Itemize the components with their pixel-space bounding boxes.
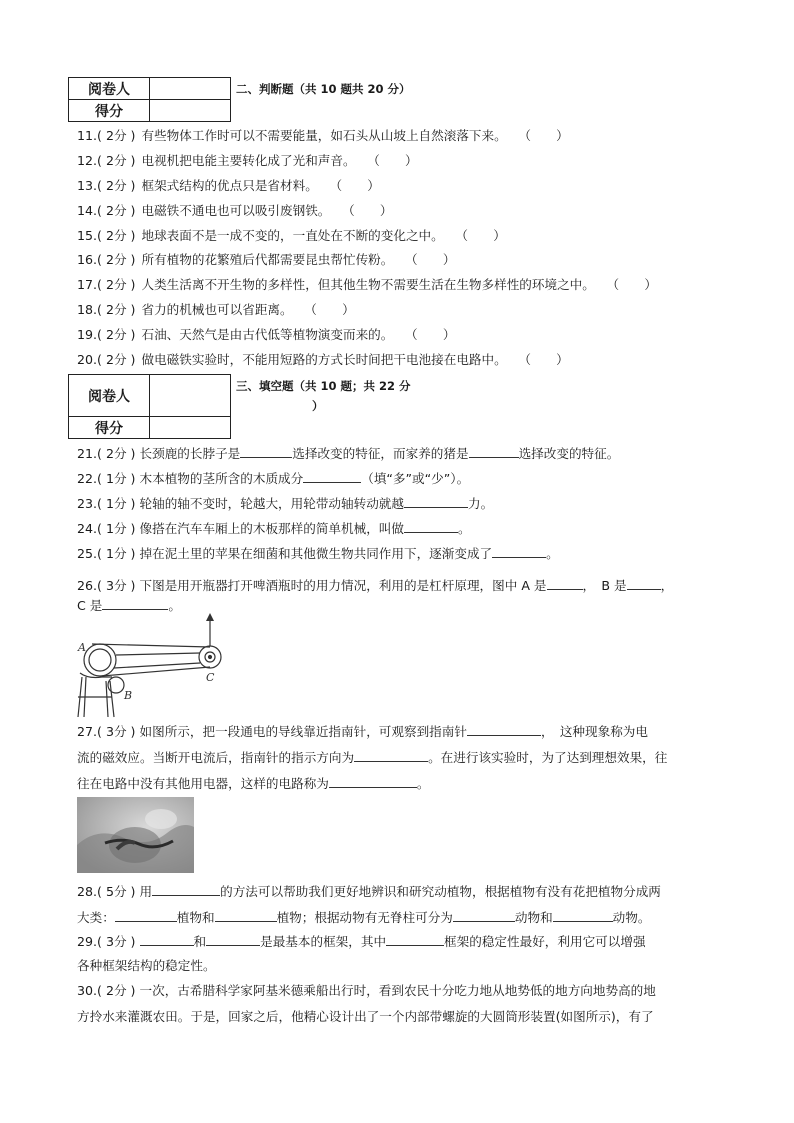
question-13: 13.( 2分 ) 框架式结构的优点只是省材料。 （ ） [77,178,380,193]
answer-blank[interactable] [404,495,468,508]
question-25: 25.( 1分 ) 掉在泥土里的苹果在细菌和其他微生物共同作用下，逐渐变成了 。 [77,546,559,561]
question-29: 29.( 3分 ) 和 是最基本的框架，其中 框架的稳定性最好，利用它可以增强 [77,934,646,949]
answer-bracket[interactable]: （ ） [310,302,355,317]
answer-blank[interactable] [329,775,417,788]
section3-title: 三、填空题（共 10 题；共 22 分 [236,379,411,393]
question-18: 18.( 2分 ) 省力的机械也可以省距离。 （ ） [77,302,355,317]
answer-bracket[interactable]: （ ） [411,327,456,342]
answer-blank[interactable] [206,933,260,946]
question-30: 30.( 2分 ) 一次，古希腊科学家阿基米德乘船出行时，看到农民十分吃力地从地势低的地方向地势高的地 [77,983,656,998]
answer-blank[interactable] [152,883,220,896]
answer-blank[interactable] [102,597,168,610]
question-28: 28.( 5分 ) 用 的方法可以帮助我们更好地辨识和研究动植物，根据植物有没有花把植物分成两 [77,884,661,899]
answer-blank[interactable] [303,470,361,483]
question-12: 12.( 2分 ) 电视机把电能主要转化成了光和声音。 （ ） [77,153,418,168]
bottle-opener-figure [72,613,232,721]
answer-blank[interactable] [469,445,519,458]
label-a: A [78,641,86,654]
answer-blank[interactable] [140,933,194,946]
compass-photo [77,797,194,873]
question-20: 20.( 2分 ) 做电磁铁实验时，不能用短路的方式长时间把干电池接在电路中。 （ ） [77,352,569,367]
question-17: 17.( 2分 ) 人类生活离不开生物的多样性，但其他生物不需要生活在生物多样性的环境之中。 （ ） [77,277,657,292]
grader-cell[interactable] [150,375,231,417]
label-b: B [124,689,133,702]
question-27-line2: 流的磁效应。当断开电流后，指南针的指示方向为 。在进行该实验时，为了达到理想效果，往 [77,750,668,765]
answer-blank[interactable] [492,545,546,558]
question-21: 21.( 2分 ) 长颈鹿的长脖子是 选择改变的特征，而家养的猪是 选择改变的特征。 [77,446,620,461]
answer-bracket[interactable]: （ ） [348,203,393,218]
answer-blank[interactable] [547,577,583,590]
answer-blank[interactable] [115,909,177,922]
question-11: 11.( 2分 ) 有些物体工作时可以不需要能量，如石头从山坡上自然滚落下来。 （ ） [77,128,569,143]
score-cell[interactable] [150,100,231,122]
score-cell[interactable] [150,417,231,439]
answer-bracket[interactable]: （ ） [524,128,569,143]
question-27-line3: 往在电路中没有其他用电器，这样的电路称为 。 [77,776,430,791]
section2-title: 二、判断题（共 10 题共 20 分） [236,82,411,96]
question-23: 23.( 1分 ) 轮轴的轴不变时，轮越大，用轮带动轴转动就越 力。 [77,496,494,511]
question-27: 27.( 3分 ) 如图所示，把一段通电的导线靠近指南针，可观察到指南针 ， 这种现象称为电 [77,724,648,739]
answer-blank[interactable] [467,723,541,736]
answer-blank[interactable] [240,445,292,458]
answer-blank[interactable] [215,909,277,922]
question-26-line2: C 是 。 [77,598,181,613]
question-22: 22.( 1分 ) 木本植物的茎所含的木质成分 （填“多”或“少”）。 [77,471,470,486]
answer-blank[interactable] [354,749,428,762]
answer-bracket[interactable]: （ ） [612,277,657,292]
score-table-section3 [68,374,231,439]
answer-bracket[interactable]: （ ） [461,228,506,243]
answer-blank[interactable] [553,909,613,922]
question-24: 24.( 1分 ) 像搭在汽车车厢上的木板那样的简单机械，叫做 。 [77,521,471,536]
score-label: 得分 [69,417,150,439]
section3-title-end: ） [312,399,324,413]
grader-label: 阅卷人 [69,375,150,417]
question-16: 16.( 2分 ) 所有植物的花繁殖后代都需要昆虫帮忙传粉。 （ ） [77,252,456,267]
question-26: 26.( 3分 ) 下图是用开瓶器打开啤酒瓶时的用力情况，利用的是杠杆原理，图中 A 是 ， B 是 ， [77,578,674,593]
grader-cell[interactable] [150,78,231,100]
question-15: 15.( 2分 ) 地球表面不是一成不变的，一直处在不断的变化之中。 （ ） [77,228,506,243]
question-14: 14.( 2分 ) 电磁铁不通电也可以吸引废钢铁。 （ ） [77,203,393,218]
answer-bracket[interactable]: （ ） [335,178,380,193]
score-table-section2 [68,77,231,122]
question-28-line2: 大类： 植物和 植物；根据动物有无脊柱可分为 动物和 动物。 [77,910,651,925]
answer-bracket[interactable]: （ ） [524,352,569,367]
answer-blank[interactable] [453,909,515,922]
question-19: 19.( 2分 ) 石油、天然气是由古代低等植物演变而来的。 （ ） [77,327,456,342]
label-c: C [206,671,215,684]
question-29-line2: 各种框架结构的稳定性。 [77,958,216,973]
answer-bracket[interactable]: （ ） [411,252,456,267]
score-label: 得分 [69,100,150,122]
answer-blank[interactable] [386,933,444,946]
question-30-line2: 方拎水来灌溉农田。于是，回家之后，他精心设计出了一个内部带螺旋的大圆筒形装置(如图所示)，有了 [77,1009,654,1024]
grader-label: 阅卷人 [69,78,150,100]
answer-bracket[interactable]: （ ） [373,153,418,168]
answer-blank[interactable] [627,577,661,590]
answer-blank[interactable] [404,520,458,533]
